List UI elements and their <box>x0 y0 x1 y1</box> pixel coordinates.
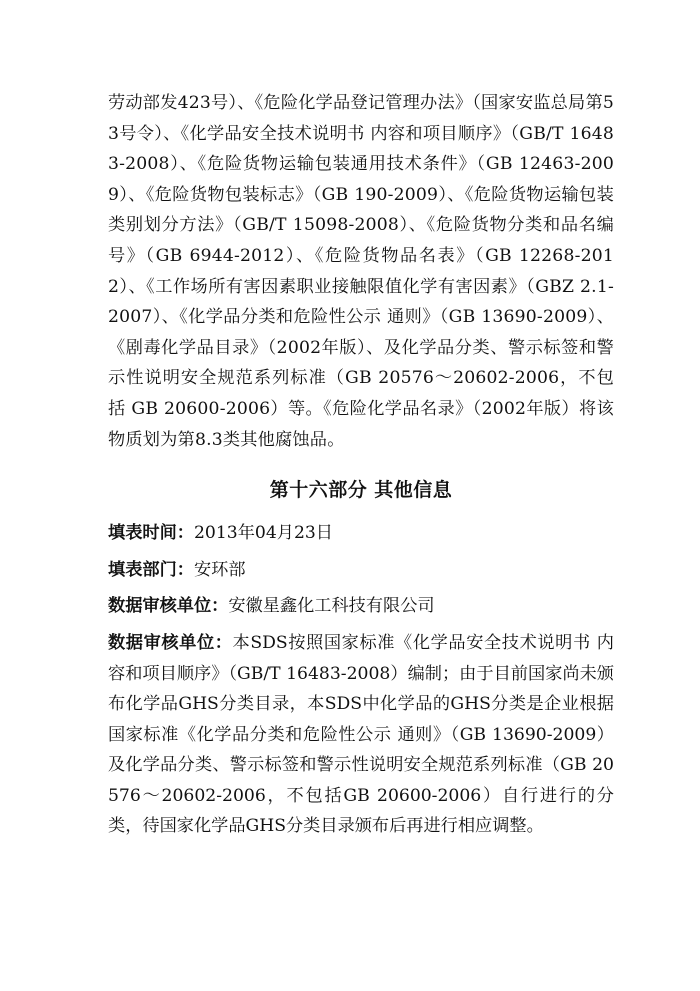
fill-time-label: 填表时间： <box>108 523 194 544</box>
review-unit-row <box>108 591 614 622</box>
page-content <box>108 88 614 842</box>
review-unit-value: 安徽星鑫化工科技有限公司 <box>228 596 435 617</box>
fill-dept-value: 安环部 <box>193 559 246 580</box>
fill-dept-row <box>108 555 614 586</box>
fill-time-value: 2013年04月23日 <box>193 523 333 544</box>
fill-time-row <box>108 518 614 549</box>
section-16-title: 第十六部分 其他信息 <box>269 479 453 502</box>
review-note-row <box>108 628 614 842</box>
regulations-paragraph: 劳动部发423号）、《危险化学品登记管理办法》（国家安监总局第53号令）、《化学品安全技术说明书 内容和项目顺序》（GB/T 16483-2008）、《危险货物运输包装通用技术条件》（GB 12463-2009）、《危险货物包装标志》（GB 190-2009）、《危险货物运输包装类别划分方法》（GB/T 15098-2008）、《危险货物分类和品名编号》（GB 6944-2012）、《危险货物品名表》（GB 12268-2012）、《工作场所有害因素职业接触限值化学有害因素》（GBZ 2.1-2007）、《化学品分类和危险性公示 通则》（GB 13690-2009）、《剧毒化学品目录》（2002年版）、及化学品分类、警示标签和警示性说明安全规范系列标准（GB 20576～20602-2006，不包括 GB 20600-2006）等。《危险化学品名录》（2002年版）将该物质划为第8.3类其他腐蚀品。 <box>108 93 614 450</box>
review-note-label: 数据审核单位： <box>108 632 233 653</box>
review-note-value: 本SDS按照国家标准《化学品安全技术说明书 内容和项目顺序》（GB/T 16483-2008）编制；由于目前国家尚未颁布化学品GHS分类目录，本SDS中化学品的GHS分类是企业根据国家标准《化学品分类和危险性公示 通则》（GB 13690-2009）及化学品分类、警示标签和警示性说明安全规范系列标准（GB 20576～20602-2006，不包括GB 20600-2006）自行进行的分类，待国家化学品GHS分类目录颁布后再进行相应调整。 <box>108 632 614 837</box>
fill-dept-label: 填表部门： <box>108 559 194 580</box>
review-unit-label: 数据审核单位： <box>108 596 229 617</box>
